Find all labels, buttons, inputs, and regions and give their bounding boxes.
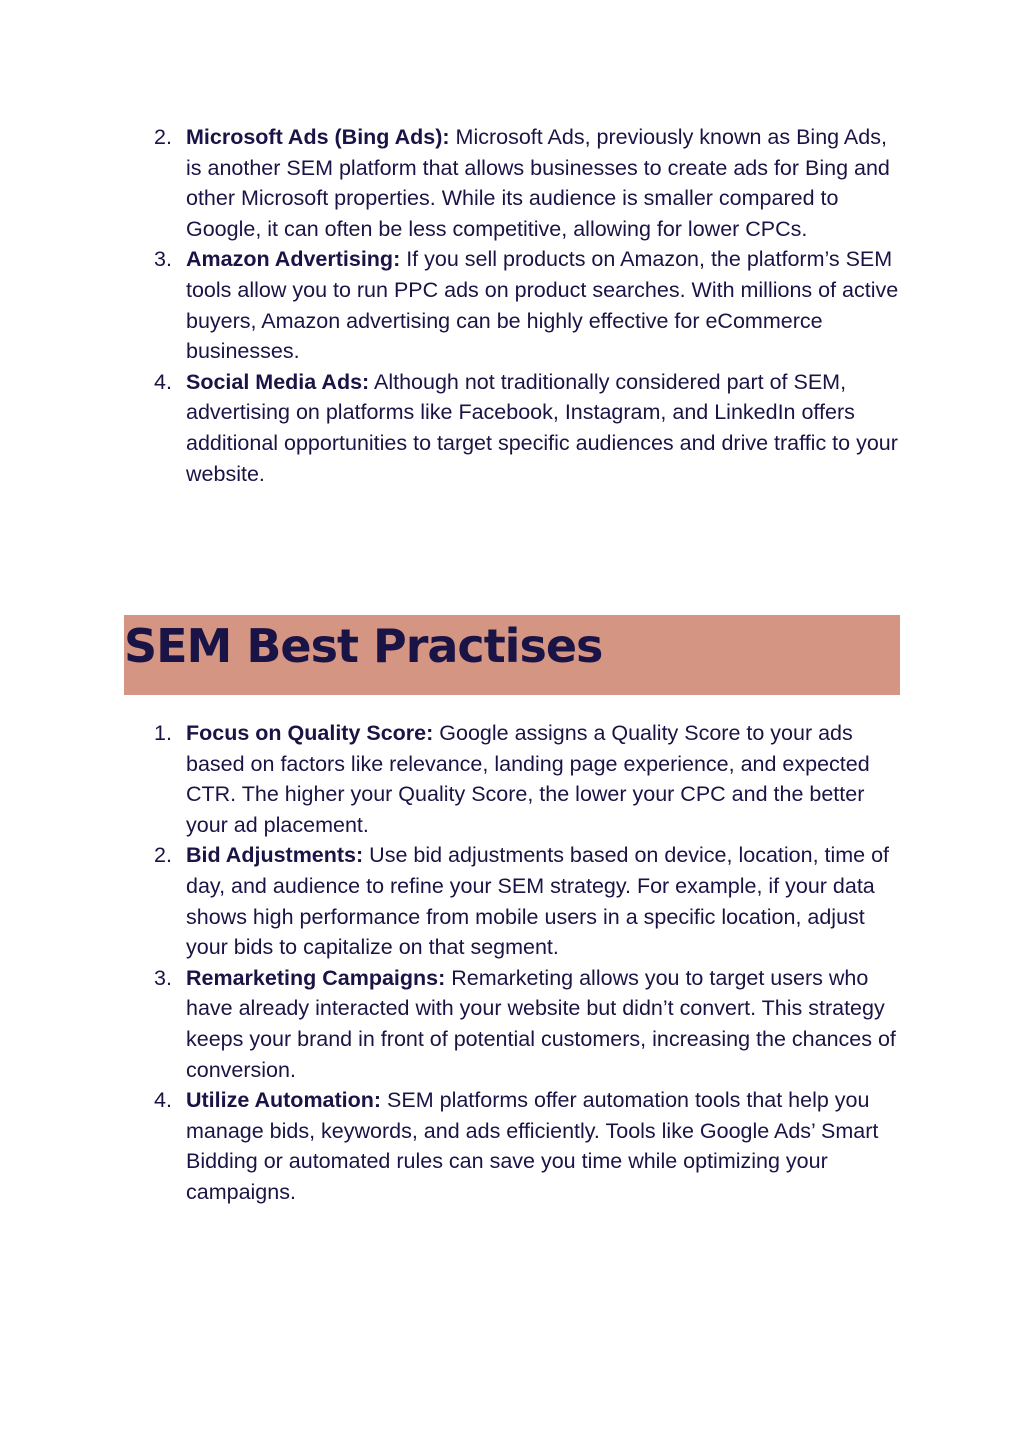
item-text: Microsoft Ads, previously known as Bing Ads, is another SEM platform that allows businesses to create ads for Bing and other Microsoft properties. While its audience is smaller compared to Google, it can often be less competitive, allowing for lower CPCs. <box>186 125 890 241</box>
best-practices-list <box>0 718 1024 1208</box>
item-term: Social Media Ads: <box>186 369 370 394</box>
list-item-amazon-advertising <box>0 244 1024 366</box>
list-item-social-media-ads <box>0 367 1024 489</box>
list-number: 3. <box>154 965 172 990</box>
platform-list <box>0 122 1024 489</box>
item-text: Google assigns a Quality Score to your ads based on factors like relevance, landing page experience, and expected CTR. The higher your Quality Score, the lower your CPC and the better your ad placement. <box>186 721 870 837</box>
item-term: Amazon Advertising: <box>186 247 401 272</box>
list-item-remarketing-campaigns <box>0 963 1024 1085</box>
list-number: 1. <box>154 721 172 745</box>
list-item-utilize-automation <box>0 1085 1024 1207</box>
item-term: Utilize Automation: <box>186 1088 382 1113</box>
item-text: Although not traditionally considered part of SEM, advertising on platforms like Facebook, Instagram, and LinkedIn offers additional opportunities to target specific audiences and drive traffic to your website. <box>186 369 898 486</box>
item-text: SEM platforms offer automation tools that help you manage bids, keywords, and ads efficiently. Tools like Google Ads’ Smart Bidding or automated rules can save you time while optimizing your campaigns. <box>186 1088 879 1204</box>
list-item-bid-adjustments <box>0 840 1024 962</box>
list-number: 2. <box>154 843 172 868</box>
list-number: 4. <box>154 1088 172 1113</box>
item-text: Use bid adjustments based on device, location, time of day, and audience to refine your SEM strategy. For example, if your data shows high performance from mobile users in a specific location, adjust your bids to capitalize on that segment. <box>186 843 890 960</box>
item-term: Focus on Quality Score: <box>186 721 434 745</box>
list-item-microsoft-ads <box>0 122 1024 244</box>
item-text: Remarketing allows you to target users who have already interacted with your website but didn’t convert. This strategy keeps your brand in front of potential customers, increasing the chances of conversion. <box>186 965 896 1082</box>
item-term: Remarketing Campaigns: <box>186 965 446 990</box>
section-heading: SEM Best Practises <box>124 619 603 673</box>
item-term: Microsoft Ads (Bing Ads): <box>186 125 450 149</box>
item-term: Bid Adjustments: <box>186 843 364 868</box>
item-text: If you sell products on Amazon, the platform’s SEM tools allow you to run PPC ads on product searches. With millions of active buyers, Amazon advertising can be highly effective for eCommerce businesses. <box>186 247 899 364</box>
list-number: 2. <box>154 125 172 149</box>
list-number: 3. <box>154 247 172 272</box>
list-number: 4. <box>154 369 172 394</box>
list-item-quality-score <box>0 718 1024 840</box>
